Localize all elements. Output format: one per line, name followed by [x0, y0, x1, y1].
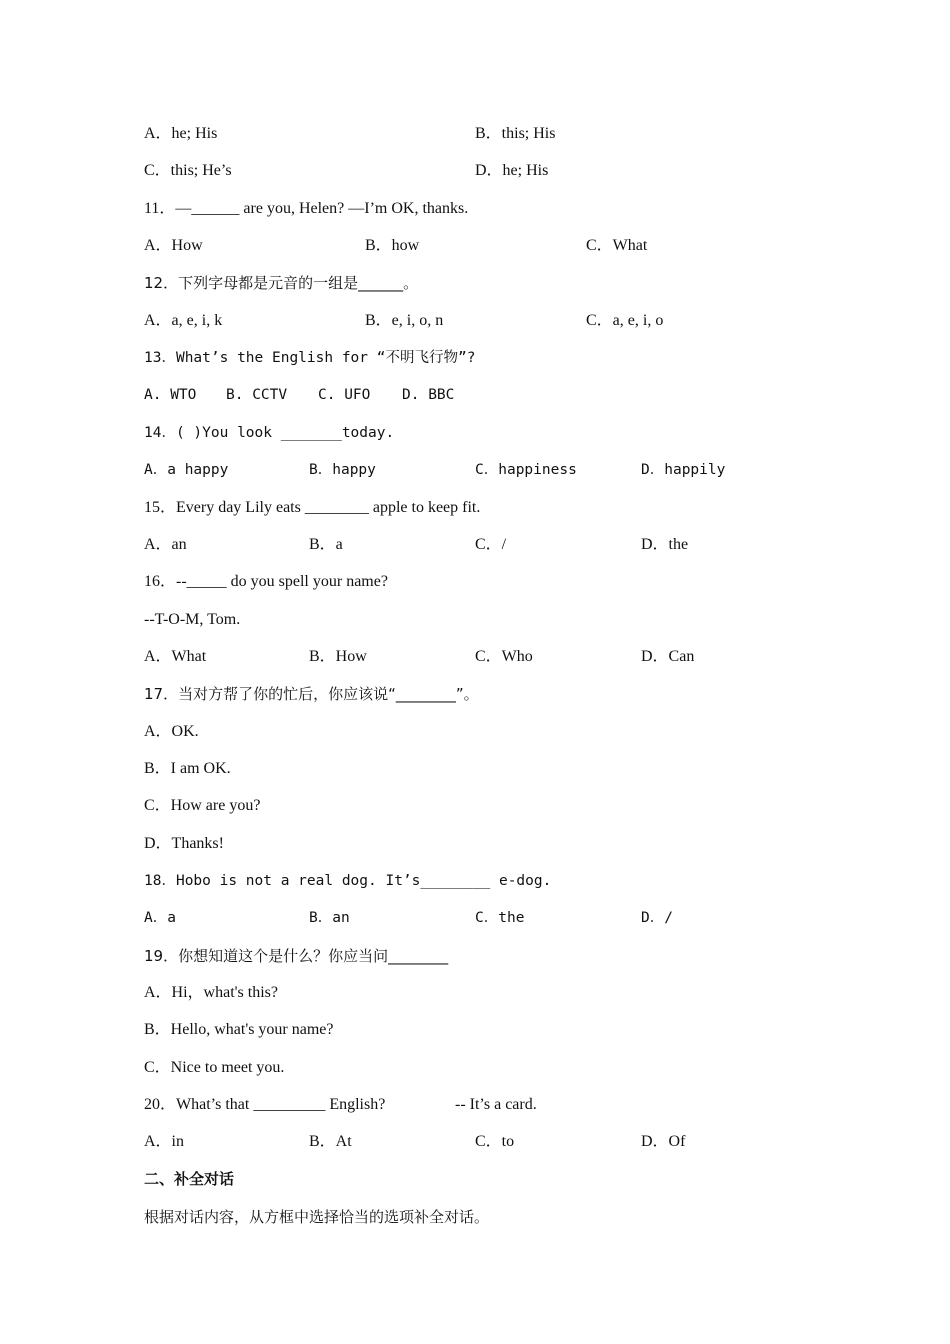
q14-option-d: D．happily	[641, 462, 726, 478]
q14-option-a: A．a happy	[144, 462, 229, 478]
q20-response: -- It’s a card.	[455, 1096, 537, 1113]
q18-option-b: B．an	[309, 910, 350, 926]
q16-option-d: D．Can	[641, 648, 695, 665]
q20-option-c: C．to	[475, 1133, 515, 1150]
q17-option-a: A．OK.	[144, 723, 199, 740]
q16-question: 16．--_____ do you spell your name?	[144, 573, 388, 590]
q14-option-b: B．happy	[309, 462, 376, 478]
q15-option-b: B．a	[309, 536, 343, 553]
q17-option-d: D．Thanks!	[144, 835, 224, 852]
q19-option-b: B．Hello, what's your name?	[144, 1021, 334, 1038]
q19-option-c: C．Nice to meet you.	[144, 1059, 285, 1076]
q20-option-d: D．Of	[641, 1133, 686, 1150]
q11-question: 11．—______ are you, Helen? —I’m OK, thanks.	[144, 200, 469, 217]
q15-option-a: A．an	[144, 536, 187, 553]
q16-option-b: B．How	[309, 648, 367, 665]
q16-option-c: C．Who	[475, 648, 533, 665]
q17-option-b: B．I am OK.	[144, 760, 231, 777]
q13-question: 13．What’s the English for “不明飞行物”?	[144, 350, 476, 366]
q12-option-b: B．e, i, o, n	[365, 312, 444, 329]
q13-option-a: A. WTO	[144, 387, 197, 403]
q15-option-d: D．the	[641, 536, 689, 553]
q20-question: 20．What’s that _________ English?	[144, 1096, 386, 1113]
q17-question: 17．当对方帮了你的忙后，你应该说“________”。	[144, 685, 479, 703]
q18-question: 18．Hobo is not a real dog. It’s________ e-dog.	[144, 873, 552, 889]
q10-option-a: A．he; His	[144, 125, 218, 142]
q17-option-c: C．How are you?	[144, 797, 261, 814]
section-2-title: 二、补全对话	[144, 1170, 235, 1188]
q19-question: 19．你想知道这个是什么？你应当问________	[144, 947, 449, 965]
q13-option-b: B. CCTV	[226, 387, 288, 403]
q15-option-c: C．/	[475, 536, 507, 553]
q14-question: 14．( )You look _______today.	[144, 425, 395, 441]
q11-option-b: B．how	[365, 237, 420, 254]
q18-option-d: D．/	[641, 910, 673, 926]
q20-option-b: B．At	[309, 1133, 352, 1150]
q10-option-d: D．he; His	[475, 162, 549, 179]
q16-option-a: A．What	[144, 648, 207, 665]
q11-option-a: A．How	[144, 237, 203, 254]
q12-question: 12．下列字母都是元音的一组是______。	[144, 274, 419, 292]
q20-option-a: A．in	[144, 1133, 185, 1150]
q14-option-c: C．happiness	[475, 462, 577, 478]
section-2-instruction: 根据对话内容，从方框中选择恰当的选项补全对话。	[144, 1208, 490, 1226]
q18-option-a: A．a	[144, 910, 176, 926]
q11-option-c: C．What	[586, 237, 648, 254]
q12-option-a: A．a, e, i, k	[144, 312, 223, 329]
q18-option-c: C．the	[475, 910, 525, 926]
q10-option-c: C．this; He’s	[144, 162, 232, 179]
q16-answer: --T-O-M, Tom.	[144, 611, 241, 628]
q19-option-a: A．Hi，what's this?	[144, 984, 278, 1001]
q15-question: 15．Every day Lily eats ________ apple to keep fit.	[144, 499, 481, 516]
q13-option-c: C. UFO	[318, 387, 371, 403]
q13-option-d: D. BBC	[402, 387, 455, 403]
q12-option-c: C．a, e, i, o	[586, 312, 664, 329]
q10-option-b: B．this; His	[475, 125, 556, 142]
